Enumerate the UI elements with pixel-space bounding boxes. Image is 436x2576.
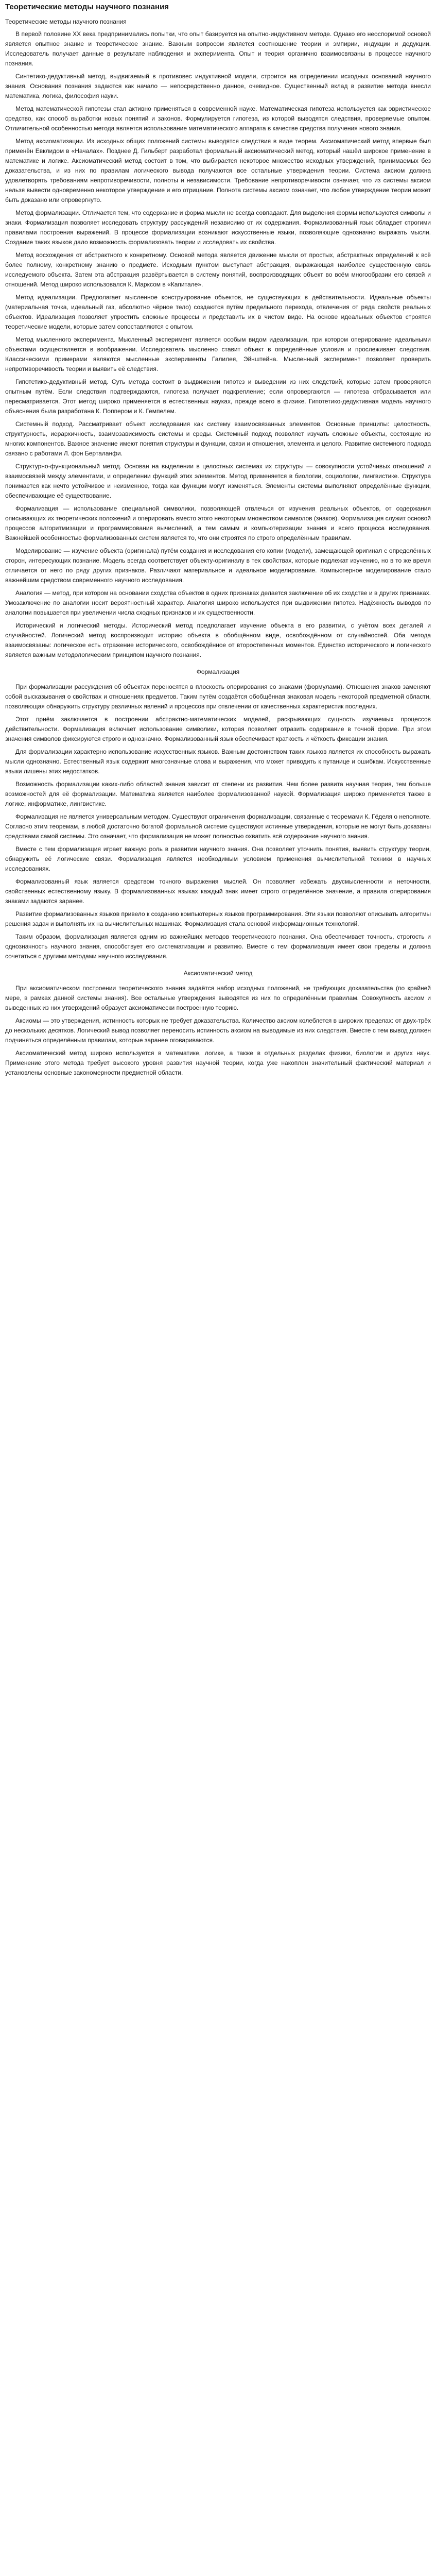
paragraph: Этот приём заключается в построении абстрактно-математических моделей, раскрывающих сущность изучаемых процессов действительности. Формализация включает использование символики, которая позволяет отразить содержание в точной форме. При этом значения символов фиксируются строго и однозначно. Формализованный язык обеспечивает краткость и чёткость фиксации знания. [5,716,431,742]
paragraph: Формализация не является универсальным методом. Существуют ограничения формализации, связанные с теоремами К. Гёделя о неполноте. Согласно этим теоремам, в любой достаточно богатой формальной системе существуют истинные утверждения, которые не могут быть доказаны средствами самой системы. Это означает, что формализация не может полностью охватить всё содержание научного знания. [5,813,431,840]
paragraph: При аксиоматическом построении теоретического знания задаётся набор исходных положений, не требующих доказательства (по крайней мере, в рамках данной системы знания). Все остальные утверждения выводятся из них по определённым правилам. Совокупность аксиом и выведенных из них утверждений образует аксиоматически построенную теорию. [5,985,431,1011]
paragraph: Формализация — использование специальной символики, позволяющей отвлечься от изучения реальных объектов, от содержания описывающих их теоретических положений и оперировать вместо этого некоторым множеством символов (знаков). Формализация служит основой процессов алгоритмизации и программирования вычислений, а тем самым и компьютеризации знания и всего процесса исследования. Важнейшей особенностью формализованных систем является то, что они строятся по строго определённым правилам. [5,505,431,541]
paragraph: Возможность формализации каких-либо областей знания зависит от степени их развития. Чем более развита научная теория, тем больше возможностей для её формализации. Математика является наиболее формализованной наукой. Формализация широко применяется также в логике, информатике, лингвистике. [5,781,431,807]
paragraph: Структурно-функциональный метод. Основан на выделении в целостных системах их структуры — совокупности устойчивых отношений и взаимосвязей между элементами, и определении функций этих элементов. Метод применяется в биологии, социологии, лингвистике. Структура понимается как нечто устойчивое и неизменное, тогда как функции могут изменяться. Элементы системы выполняют определённые функции, обеспечивающие её существование. [5,463,431,499]
paragraph: При формализации рассуждения об объектах переносятся в плоскость оперирования со знаками (формулами). Отношения знаков заменяют собой высказывания о свойствах и отношениях предметов. Таким путём создаётся обобщённая знаковая модель некоторой предметной области, позволяющая обнаружить структуру различных явлений и процессов при отвлечении от качественных характеристик последних. [5,683,431,710]
paragraph: Для формализации характерно использование искусственных языков. Важным достоинством таких языков является их способность выражать мысли однозначно. Естественный язык содержит многозначные слова и выражения, что может приводить к путанице и ошибкам. Искусственные языки лишены этих недостатков. [5,748,431,775]
paragraph: Таким образом, формализация является одним из важнейших методов теоретического познания. Она обеспечивает точность, строгость и однозначность научного знания, способствует его систематизации и развитию. Вместе с тем формализация имеет свои пределы и должна сочетаться с другими методами научного исследования. [5,933,431,960]
paragraph: Метод мысленного эксперимента. Мысленный эксперимент является особым видом идеализации, при котором оперирование идеальными объектами осуществляется в воображении. Исследователь мысленно ставит объект в определённые условия и прослеживает следствия. Классическими примерами являются мысленные эксперименты Галилея, Эйнштейна. Мысленный эксперимент позволяет проверить непротиворечивость теории и выявить её следствия. [5,336,431,372]
paragraph: Метод аксиоматизации. Из исходных общих положений системы выводятся следствия в виде теорем. Аксиоматический метод впервые был применён Евклидом в «Началах». Позднее Д. Гильберт разработал формальный аксиоматический метод, который нашёл широкое применение в математике и логике. Аксиоматический метод состоит в том, что выбирается некоторое множество исходных утверждений, принимаемых без доказательства, и из них по правилам логического вывода получаются все остальные утверждения теории. Система аксиом должна удовлетворять требованиям непротиворечивости, полноты и независимости. Требование непротиворечивости означает, что из системы аксиом нельзя вывести одновременно некоторое утверждение и его отрицание. Полнота системы аксиом означает, что любое утверждение теории может быть доказано или опровергнуто. [5,138,431,204]
paragraph: Аксиоматический метод широко используется в математике, логике, а также в отдельных разделах физики, биологии и других наук. Применение этого метода требует высокого уровня развития научной теории, когда уже накоплен значительный фактический материал и установлены основные закономерности предметной области. [5,1049,431,1076]
paragraph: В первой половине XX века предпринимались попытки, что опыт базируется на опытно-индуктивном методе. Однако его неоспоримой основой является опытное знание и теоретическое знание. Важным вопросом является соотношение теории и эмпирии, индукции и дедукции. Исследователь получает данные в результате наблюдения и эксперимента. Опыт и теория органично взаимосвязаны в процессе научного познания. [5,30,431,67]
article-title: Теоретические методы научного познания [5,3,169,11]
paragraphs-block-1 [5,29,431,660]
paragraph: Метод идеализации. Предполагает мысленное конструирование объектов, не существующих в действительности. Идеальные объекты (материальная точка, идеальный газ, абсолютно чёрное тело) создаются путём предельного перехода, отвлечения от ряда свойств реальных объектов. Идеализация позволяет упростить сложные процессы и представить их в чистом виде. На основе идеальных объектов строятся теоретические модели, которые затем сопоставляются с опытом. [5,294,431,330]
paragraph: Синтетико-дедуктивный метод, выдвигаемый в противовес индуктивной модели, строится на определении исходных оснований научного знания. Основания познания задаются как начало — непосредственно данное, очевидное. Существенный вклад в развитие метода внесли математика, логика, философия науки. [5,73,431,99]
article-page [0,0,436,1081]
paragraphs-block-2 [5,682,431,961]
paragraph: Системный подход. Рассматривает объект исследования как систему взаимосвязанных элементов. Основные принципы: целостность, структурность, иерархичность, взаимозависимость системы и среды. Системный подход позволяет изучать сложные объекты, состоящие из многих компонентов. Важное значение имеют понятия структуры и функции, связи и отношения, элемента и целого. Развитие системного подхода связано с работами Л. фон Берталанфи. [5,420,431,457]
paragraph: Метод восхождения от абстрактного к конкретному. Основой метода является движение мысли от простых, абстрактных определений к всё более полному, конкретному знанию о предмете. Исходным пунктом выступает абстракция, выражающая наиболее существенную связь исследуемого объекта. Затем эта абстракция развёртывается в систему понятий, воспроизводящих объект во всём многообразии его связей и отношений. Метод широко использовался К. Марксом в «Капитале». [5,251,431,288]
subheading-formalization: Формализация [196,668,240,675]
paragraph: Метод математической гипотезы стал активно применяться в современной науке. Математическая гипотеза используется как эвристическое средство, как способ выработки новых понятий и законов. Формулируется гипотеза, из которой выводятся следствия, проверяемые опытом. Отличительной особенностью метода является использование математического аппарата в качестве средства получения нового знания. [5,105,431,132]
paragraph: Развитие формализованных языков привело к созданию компьютерных языков программирования. Эти языки позволяют описывать алгоритмы решения задач и выполнять их на вычислительных машинах. Формализация стала основой информационных технологий. [5,910,431,927]
paragraph: Формализованный язык является средством точного выражения мыслей. Он позволяет избежать двусмысленности и неточности, свойственных естественному языку. В формализованных языках каждый знак имеет строго определённое значение, а правила оперирования знаками задаются заранее. [5,878,431,905]
paragraph: Исторический и логический методы. Исторический метод предполагает изучение объекта в его развитии, с учётом всех деталей и случайностей. Логический метод воспроизводит историю объекта в обобщённом виде, освобождённом от случайностей. Оба метода взаимосвязаны: логическое есть отражение исторического, освобождённое от второстепенных моментов. Единство исторического и логического является важным методологическим принципом научного познания. [5,622,431,658]
section-heading: Теоретические методы научного познания [5,18,127,25]
paragraph: Аналогия — метод, при котором на основании сходства объектов в одних признаках делается заключение об их сходстве и в других признаках. Умозаключение по аналогии носит вероятностный характер. Аналогия широко используется при выдвижении гипотез. Надёжность выводов по аналогии повышается при увеличении числа сходных признаков и их существенности. [5,589,431,616]
subheading-axiomatic-method: Аксиоматический метод [183,970,253,977]
paragraph: Метод формализации. Отличается тем, что содержание и форма мысли не всегда совпадают. Для выделения формы используются символы и знаки. Формализация позволяет исследовать структуру рассуждений независимо от их содержания. Формализованный язык обладает строгими правилами построения выражений. В процессе формализации возникают искусственные языки, позволяющие однозначно выражать мысли. Создание таких языков дало возможность формализовать теории и исследовать их свойства. [5,209,431,246]
paragraph: Моделирование — изучение объекта (оригинала) путём создания и исследования его копии (модели), замещающей оригинал с определённых сторон, интересующих познание. Модель всегда соответствует объекту-оригиналу в тех свойствах, которые подлежат изучению, но в то же время отличается от него по ряду других признаков. Различают материальное и идеальное моделирование. Компьютерное моделирование стало важнейшим средством современного научного исследования. [5,547,431,584]
paragraph: Гипотетико-дедуктивный метод. Суть метода состоит в выдвижении гипотез и выведении из них следствий, которые затем проверяются опытным путём. Если следствия подтверждаются, гипотеза получает подкрепление; если опровергаются — гипотеза отбрасывается или пересматривается. Этот метод широко применяется в естественных науках, прежде всего в физике. Гипотетико-дедуктивная модель научного объяснения была разработана К. Поппером и К. Гемпелем. [5,378,431,415]
paragraphs-block-3 [5,984,431,1078]
paragraph: Вместе с тем формализация играет важную роль в развитии научного знания. Она позволяет уточнить понятия, выявить структуру теории, обнаружить её логические связи. Формализация является необходимым условием применения вычислительной техники в научных исследованиях. [5,845,431,872]
paragraph: Аксиомы — это утверждения, истинность которых не требует доказательства. Количество аксиом колеблется в широких пределах: от двух-трёх до нескольких десятков. Логический вывод позволяет переносить истинность аксиом на выводимые из них следствия. Вместе с тем вывод должен подчиняться определённым правилам, которые заранее оговариваются. [5,1017,431,1044]
